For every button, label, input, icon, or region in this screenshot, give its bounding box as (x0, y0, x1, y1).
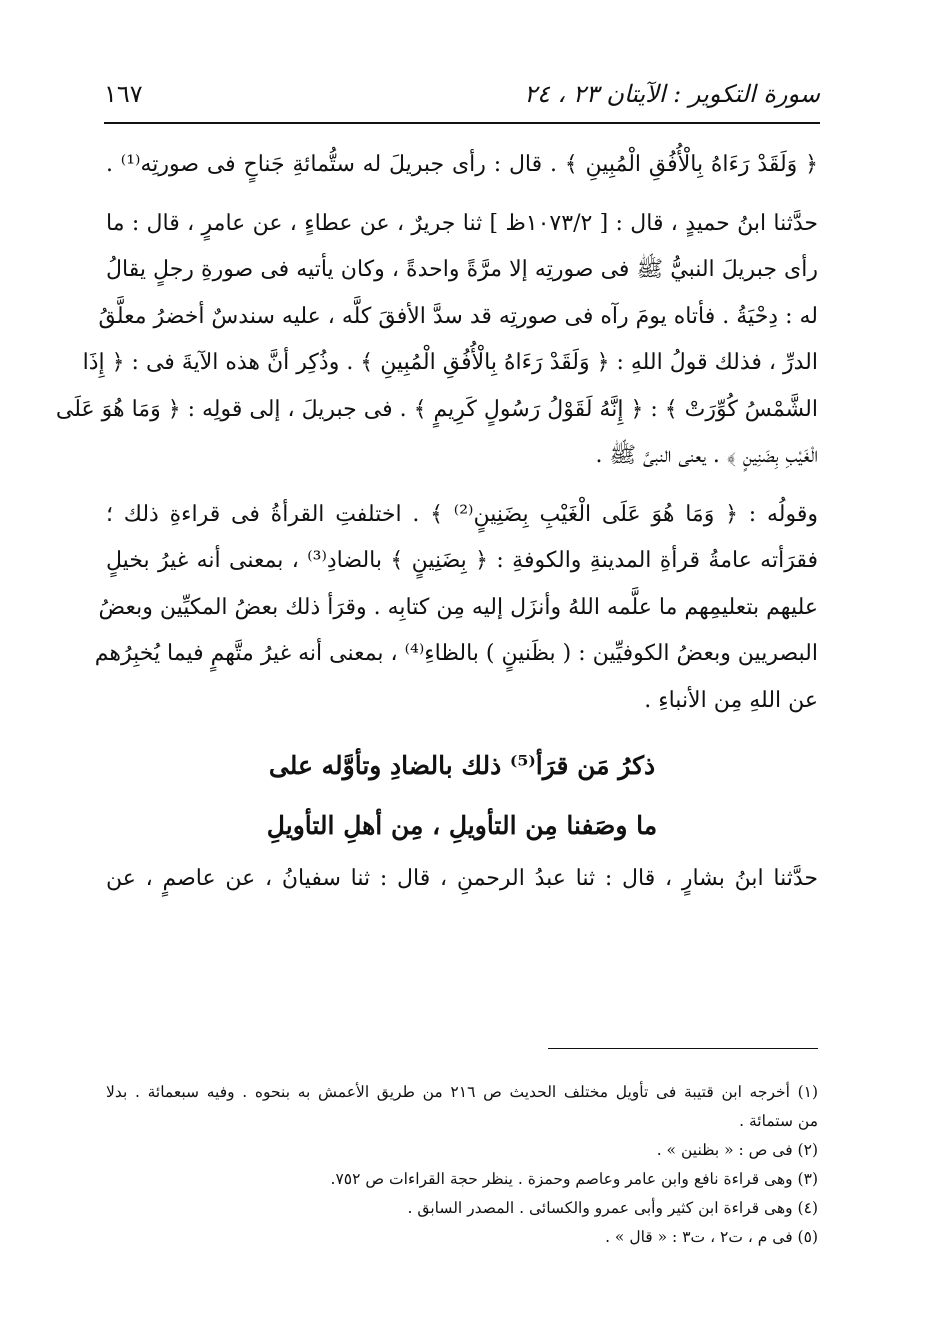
main-text (55, 142, 819, 903)
footnote-2: (٢) فى ص : « بظنين » . (656, 1141, 818, 1159)
footnotes (106, 1078, 818, 1252)
section-heading-line-2: ما وصَفنا مِن التأويلِ ، مِن أهلِ التأويلِ (266, 811, 658, 840)
section-heading-line-1: ذكرُ مَن قرَأ⁽⁵⁾ ذلك بالضادِ وتأوَّله على (268, 751, 656, 780)
footnote-1: (١) أخرجه ابن قتيبة فى تأويل مختلف الحديث ص ٢١٦ من طريق الأعمش به بنحوه . وفيه سبعمائة . بدلا (106, 1083, 819, 1101)
text-line-2: حدَّثنا ابنُ حميدٍ ، قال : [ ١٠٧٣/٢ظ ] ثنا جريرٌ ، عن عطاءٍ ، عن عامرٍ ، قال : ما (106, 210, 818, 236)
text-line-10: عليهم بتعليمِهم ما علَّمه اللهُ وأنزَل إليه مِن كتابِه . وقرَأ ذلك بعضُ المكيِّين وبعضُ (98, 594, 818, 620)
text-line-6: الشَّمْسُ كُوِّرَتْ ﴾ : ﴿ إِنَّهُ لَقَوْلُ رَسُولٍ كَرِيمٍ ﴾ . فى جبريلَ ، إلى قولِه : ﴿ وَمَا هُوَ عَلَى (55, 396, 818, 422)
text-line-4: له : دِحْيَةُ . فأتاه يومَ رآه فى صورتِه قد سدَّ الأفقَ كلَّه ، عليه سندسٌ أخضرُ معلَّقُ (98, 303, 818, 329)
footnote-1-cont: من ستمائة . (739, 1112, 818, 1130)
text-line-9: فقرَأته عامةُ قرأةِ المدينةِ والكوفةِ : ﴿ بِضَنِينٍ ﴾ بالضادِ⁽³⁾ ، بمعنى أنه غيرُ بخيلٍ (106, 548, 818, 573)
text-line-13: حدَّثنا ابنُ بشارٍ ، قال : ثنا عبدُ الرحمنِ ، قال : ثنا سفيانُ ، عن عاصمٍ ، عن (106, 866, 818, 891)
footnote-3: (٣) وهى قراءة نافع وابن عامر وعاصم وحمزة . ينظر حجة القراءات ص ٧٥٢. (330, 1170, 818, 1188)
page-number: ١٦٧ (104, 80, 143, 108)
text-line-12: عن اللهِ مِن الأنباءِ . (644, 687, 818, 713)
text-line-5: الدرِّ ، فذلك قولُ اللهِ : ﴿ وَلَقَدْ رَءَاهُ بِالْأُفُقِ الْمُبِينِ ﴾ . وذُكِر أنَّ هذه الآيةَ فى : ﴿ إِذَا (82, 350, 818, 375)
running-header (104, 74, 820, 114)
footnote-5: (٥) فى م ، ت٢ ، ت٣ : « قال » . (605, 1228, 818, 1246)
text-line-3: رأى جبريلَ النبيُّ ﷺ فى صورتِه إلا مرَّةً واحدةً ، وكان يأتيه فى صورةِ رجلٍ يقالُ (106, 257, 818, 282)
text-line-8: وقولُه : ﴿ وَمَا هُوَ عَلَى الْغَيْبِ بِضَنِينٍ⁽²⁾ ﴾ . اختلفتِ القرأةُ فى قراءةِ ذلك ؛ (106, 501, 818, 527)
text-line-11: البصريين وبعضُ الكوفيِّين : ( بظَنينٍ ) بالظاءِ⁽⁴⁾ ، بمعنى أنه غيرُ متَّهمٍ فيما يُخبِرُهم (94, 641, 818, 666)
header-rule (104, 122, 820, 124)
chapter-title: سورة التكوير : الآيتان ٢٣ ، ٢٤ (524, 80, 820, 108)
text-line-7: الْغَيْبِ بِضَنِينٍ ﴾ . يعنى النبىَّ ﷺ . (595, 443, 818, 468)
footnote-separator (548, 1048, 818, 1049)
footnote-4: (٤) وهى قراءة ابن كثير وأبى عمرو والكسائى . المصدر السابق . (407, 1199, 818, 1217)
text-line-1: ﴿ وَلَقَدْ رَءَاهُ بِالْأُفُقِ الْمُبِينِ ﴾ . قال : رأى جبريلَ له ستُّمائةِ جَناحٍ فى صورتِه⁽¹⁾ . (106, 152, 819, 177)
